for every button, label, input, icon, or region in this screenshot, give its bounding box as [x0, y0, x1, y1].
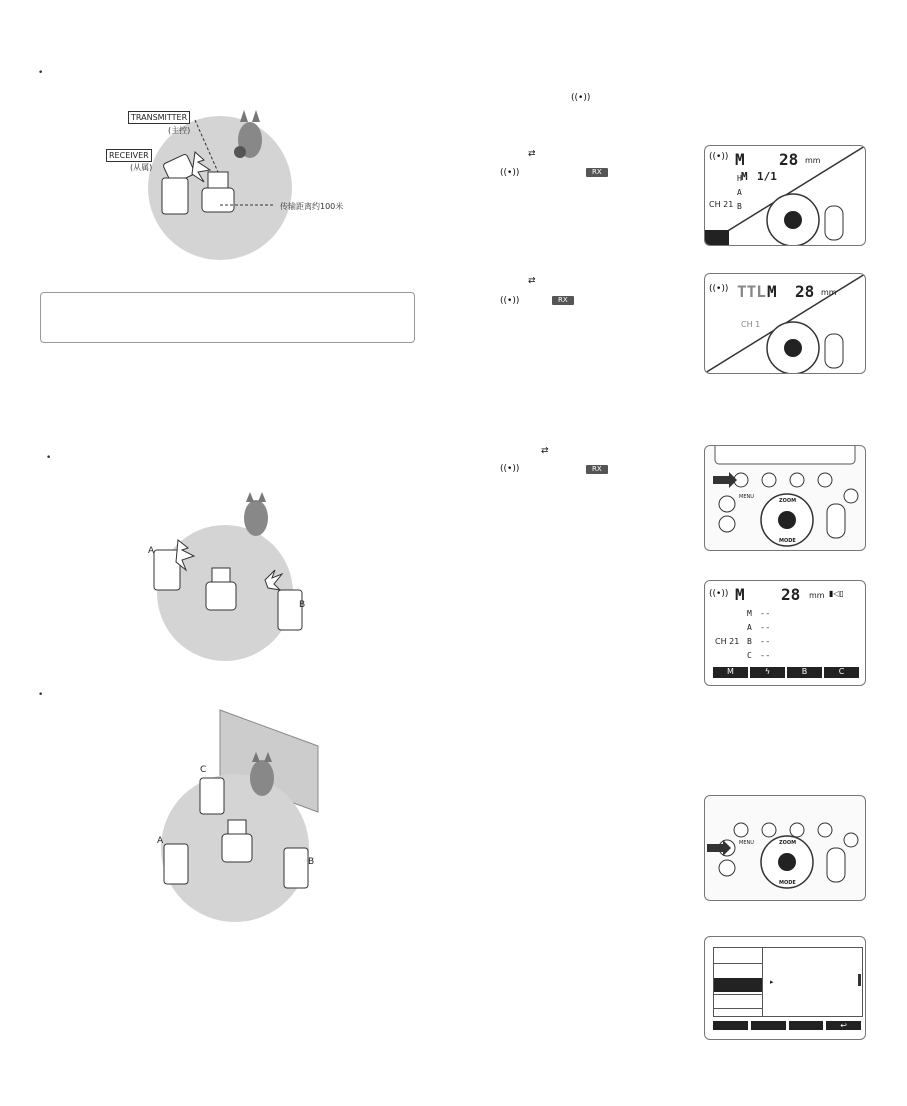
- rx-badge: RX: [586, 168, 608, 177]
- bullet-3: •: [38, 690, 44, 700]
- mode-label: MODE: [779, 538, 796, 544]
- mode-indicator: M: [735, 585, 745, 604]
- zoom-label: ZOOM: [779, 498, 797, 504]
- flash-b-label: B: [308, 857, 315, 867]
- group-b-value: - -: [761, 637, 770, 646]
- transmitter-body: [222, 834, 252, 862]
- flash-a-label: A: [157, 836, 164, 846]
- wireless-icon: ((•)): [571, 93, 591, 103]
- transmitter-head: [208, 172, 228, 190]
- wireless-icon: ((•)): [709, 152, 729, 162]
- wireless-sync-icon: ⇄: [541, 446, 549, 456]
- flash-b: [284, 848, 308, 888]
- bullet-2: •: [46, 453, 52, 463]
- softkey-4[interactable]: C: [824, 667, 859, 678]
- zoom-unit: mm: [821, 288, 837, 297]
- zoom-unit: mm: [809, 591, 825, 600]
- dog-body: [244, 500, 268, 536]
- group-m: M: [747, 609, 752, 618]
- group-m-value: - -: [761, 609, 770, 618]
- flash-c: [200, 778, 224, 814]
- transmitter-label: TRANSMITTER: [128, 111, 190, 124]
- power-value: 1/1: [757, 170, 777, 183]
- wireless-icon: ((•)): [500, 296, 520, 306]
- menu-label: MENU: [739, 494, 754, 500]
- zoom-unit: mm: [805, 156, 821, 165]
- control-panel-2: [704, 795, 866, 901]
- wireless-icon: ((•)): [500, 464, 520, 474]
- menu-screen-panel: [704, 936, 866, 1040]
- menu-softkey-2[interactable]: [751, 1021, 786, 1030]
- lcd-panel-1: [704, 145, 866, 246]
- wireless-icon: ((•)): [500, 168, 520, 178]
- transmitter-cn-label: (主控): [168, 126, 191, 135]
- menu-label: MENU: [739, 840, 754, 846]
- zoom-value: 28: [795, 282, 815, 301]
- menu-list: [713, 947, 863, 1017]
- group-a-value: - -: [761, 623, 770, 632]
- zoom-value: 28: [781, 585, 801, 604]
- arrow-icon: [713, 472, 737, 488]
- receiver-label: RECEIVER: [106, 149, 152, 162]
- mode-label: MODE: [779, 880, 796, 886]
- group-a: A: [747, 623, 752, 632]
- control-panel-1: [704, 445, 866, 551]
- transmitter-body: [202, 188, 234, 212]
- battery-icon: ▮◁▯: [829, 589, 844, 598]
- group-b: B: [737, 202, 742, 211]
- group-c: C: [747, 651, 752, 660]
- menu-softkey-bar: [713, 1021, 861, 1030]
- wireless-sync-icon: ⇄: [528, 149, 536, 159]
- wireless-icon: ((•)): [709, 284, 729, 294]
- flash-a: [164, 844, 188, 884]
- menu-cursor-icon: ▸: [770, 978, 774, 986]
- scrollbar[interactable]: [858, 974, 861, 986]
- softkey-3[interactable]: B: [787, 667, 822, 678]
- softkey-1[interactable]: M: [713, 667, 748, 678]
- rx-badge: RX: [586, 465, 608, 474]
- group-a: A: [737, 188, 742, 197]
- rx-badge: RX: [552, 296, 574, 305]
- receiver-body: [162, 178, 188, 214]
- group-h: H: [737, 174, 742, 183]
- menu-softkey-3[interactable]: [789, 1021, 824, 1030]
- transmitter-receiver-diagram: [100, 100, 370, 270]
- lcd-panel-3: [704, 580, 866, 686]
- mode-indicator: M: [767, 282, 777, 301]
- channel-label: CH 1: [741, 320, 761, 329]
- flash-b-label: B: [299, 600, 306, 610]
- group-c-value: - -: [761, 651, 770, 660]
- return-icon[interactable]: ↩: [826, 1021, 861, 1030]
- bullet-1: •: [38, 68, 44, 78]
- transmitter-body: [206, 582, 236, 610]
- softkey-2[interactable]: ϟ: [750, 667, 785, 678]
- ttl-indicator: TTL: [737, 282, 766, 301]
- zoom-label: ZOOM: [779, 840, 797, 846]
- dog-body: [250, 760, 274, 796]
- zoom-value: 28: [779, 150, 799, 169]
- two-flash-diagram: [140, 490, 320, 665]
- softkey-bar: [713, 667, 859, 678]
- flash-c-label: C: [200, 765, 207, 775]
- power-mode: M: [741, 170, 748, 183]
- channel-label: CH 21: [709, 200, 734, 209]
- note-box: [40, 292, 415, 343]
- group-b: B: [747, 637, 752, 646]
- flash-b: [278, 590, 302, 630]
- flash-a-label: A: [148, 546, 155, 556]
- receiver-cn-label: (从属): [130, 163, 153, 172]
- channel-label: CH 21: [715, 637, 740, 646]
- menu-softkey-1[interactable]: [713, 1021, 748, 1030]
- lcd-panel-2: [704, 273, 866, 374]
- menu-item-selected[interactable]: [714, 978, 762, 992]
- three-flash-bounce-diagram: [150, 708, 330, 928]
- mode-indicator: M: [735, 150, 745, 169]
- wireless-sync-icon: ⇄: [528, 276, 536, 286]
- wireless-icon: ((•)): [709, 589, 729, 599]
- distance-label: 传输距离约100米: [280, 202, 344, 211]
